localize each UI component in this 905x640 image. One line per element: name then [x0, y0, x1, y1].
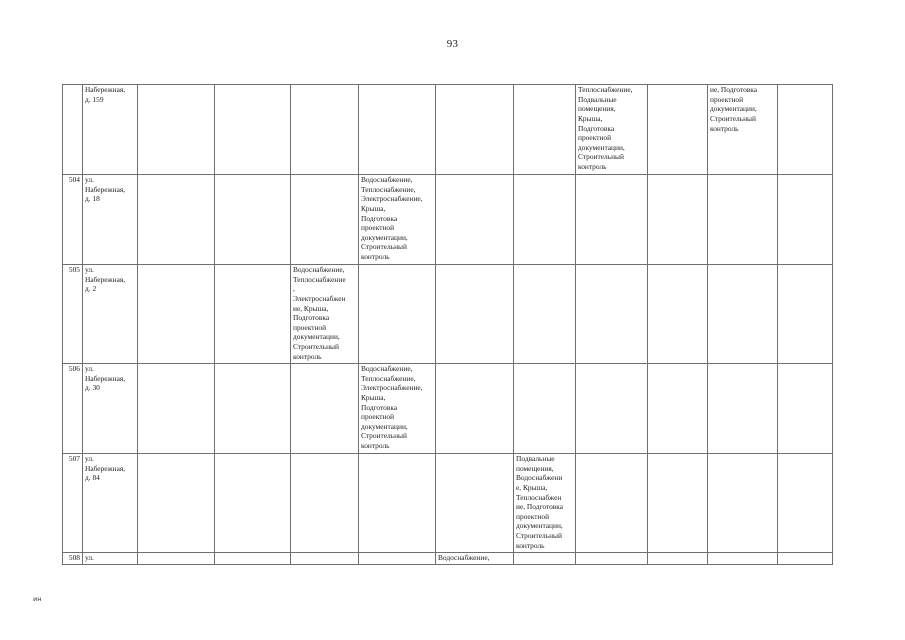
work-type-cell — [359, 265, 436, 364]
work-type-cell — [708, 454, 778, 553]
work-type-cell — [291, 364, 359, 454]
table-row — [63, 85, 833, 175]
work-type-cell: Подвальные помещения, Водоснабжени е, Крыша, Теплоснабжен ие, Подготовка проектной документации, Строительный контроль — [514, 454, 576, 553]
work-type-cell — [648, 364, 708, 454]
address-cell: Набережная, д. 159 — [83, 85, 138, 175]
row-number-cell — [63, 85, 83, 175]
work-type-cell — [576, 364, 648, 454]
work-type-cell — [291, 175, 359, 265]
work-type-cell — [514, 265, 576, 364]
address-cell: ул. Набережная, д. 84 — [83, 454, 138, 553]
work-type-cell — [576, 454, 648, 553]
work-type-cell — [291, 85, 359, 175]
work-type-cell — [215, 454, 291, 553]
work-type-cell — [436, 265, 514, 364]
work-type-cell — [514, 175, 576, 265]
work-type-cell — [778, 454, 833, 553]
work-type-cell — [138, 364, 215, 454]
table-row — [63, 553, 833, 565]
work-type-cell — [291, 454, 359, 553]
address-cell: ул. Набережная, д. 30 — [83, 364, 138, 454]
work-type-cell — [514, 553, 576, 565]
work-type-cell — [291, 553, 359, 565]
work-type-cell — [778, 85, 833, 175]
work-type-cell — [215, 265, 291, 364]
work-type-cell — [576, 265, 648, 364]
work-type-cell — [215, 553, 291, 565]
address-cell: ул. Набережная, д. 2 — [83, 265, 138, 364]
work-type-cell — [778, 175, 833, 265]
row-number-cell: 504 — [63, 175, 83, 265]
work-type-cell — [708, 364, 778, 454]
work-type-cell: Водоснабжение, Теплоснабжение, Электроснабжение, Крыша, Подготовка проектной документации, Строительный контроль — [359, 364, 436, 454]
work-type-cell — [359, 553, 436, 565]
work-type-cell — [778, 553, 833, 565]
page-number: 93 — [446, 38, 459, 50]
work-type-cell — [436, 175, 514, 265]
address-cell: ул. Набережная, д. 18 — [83, 175, 138, 265]
work-type-cell — [138, 175, 215, 265]
work-type-cell — [648, 553, 708, 565]
work-type-cell — [436, 454, 514, 553]
work-type-cell — [138, 553, 215, 565]
table-row — [63, 364, 833, 454]
work-type-cell — [576, 175, 648, 265]
row-number-cell: 508 — [63, 553, 83, 565]
work-type-cell — [708, 175, 778, 265]
work-type-cell — [576, 553, 648, 565]
work-type-cell: ие, Подготовка проектной документации, Строительный контроль — [708, 85, 778, 175]
repair-schedule-table — [62, 84, 833, 565]
work-type-cell — [648, 175, 708, 265]
work-type-cell — [648, 265, 708, 364]
work-type-cell — [215, 175, 291, 265]
work-type-cell: Теплоснабжение, Подвальные помещения, Крыша, Подготовка проектной документации, Строительный контроль — [576, 85, 648, 175]
work-type-cell — [359, 454, 436, 553]
work-type-cell — [436, 85, 514, 175]
row-number-cell: 507 — [63, 454, 83, 553]
work-type-cell — [138, 265, 215, 364]
work-type-cell — [514, 364, 576, 454]
work-type-cell — [436, 364, 514, 454]
work-type-cell — [215, 364, 291, 454]
work-type-cell — [359, 85, 436, 175]
work-type-cell: Водоснабжение, — [436, 553, 514, 565]
work-type-cell: Водоснабжение, Теплоснабжение , Электроснабжен ие, Крыша, Подготовка проектной документации, Строительный контроль — [291, 265, 359, 364]
work-type-cell — [708, 553, 778, 565]
work-type-cell — [778, 265, 833, 364]
work-type-cell — [648, 454, 708, 553]
footer-mark: ин — [33, 595, 42, 603]
work-type-cell — [778, 364, 833, 454]
work-type-cell: Водоснабжение, Теплоснабжение, Электроснабжение, Крыша, Подготовка проектной документации, Строительный контроль — [359, 175, 436, 265]
table-row — [63, 175, 833, 265]
table-row — [63, 265, 833, 364]
work-type-cell — [215, 85, 291, 175]
address-cell: ул. — [83, 553, 138, 565]
work-type-cell — [138, 85, 215, 175]
work-type-cell — [648, 85, 708, 175]
table-row — [63, 454, 833, 553]
row-number-cell: 506 — [63, 364, 83, 454]
row-number-cell: 505 — [63, 265, 83, 364]
work-type-cell — [138, 454, 215, 553]
work-type-cell — [708, 265, 778, 364]
work-type-cell — [514, 85, 576, 175]
